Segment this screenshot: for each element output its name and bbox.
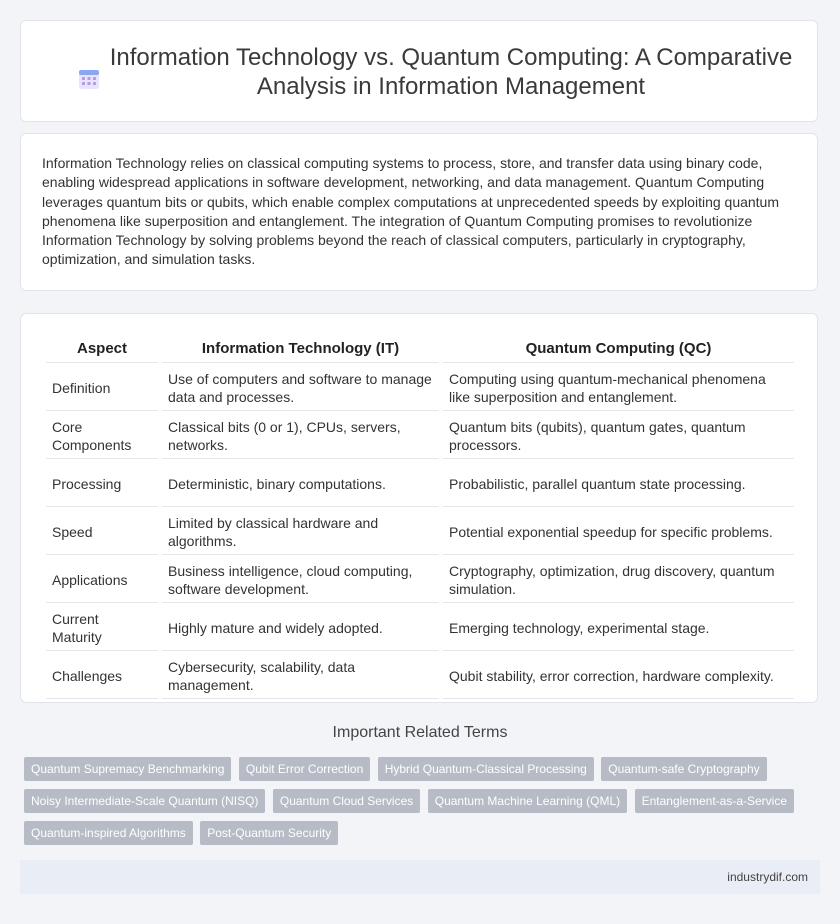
table-cell: Highly mature and widely adopted.	[162, 605, 439, 651]
table-cell: Use of computers and software to manage data and processes.	[162, 365, 439, 411]
table-cell: Definition	[46, 365, 158, 411]
related-term-tag[interactable]: Quantum-inspired Algorithms	[24, 821, 193, 845]
related-term-tag[interactable]: Quantum Machine Learning (QML)	[428, 789, 627, 813]
table-cell: Processing	[46, 461, 158, 507]
comparison-table	[42, 334, 798, 701]
related-terms-heading: Important Related Terms	[332, 724, 508, 741]
page-title: Information Technology vs. Quantum Computing: A Comparative Analysis in Information Management	[109, 44, 793, 100]
title-card	[20, 20, 818, 122]
table-cell: Deterministic, binary computations.	[162, 461, 439, 507]
table-cell: Current Maturity	[46, 605, 158, 651]
table-row	[46, 413, 794, 459]
table-cell: Applications	[46, 557, 158, 603]
comparison-card	[20, 313, 818, 703]
table-cell: Emerging technology, experimental stage.	[443, 605, 794, 651]
table-row	[46, 605, 794, 651]
table-header-row	[46, 336, 794, 363]
related-term-tag[interactable]: Quantum Cloud Services	[273, 789, 420, 813]
related-term-tag[interactable]: Hybrid Quantum-Classical Processing	[378, 757, 594, 781]
header-aspect: Aspect	[46, 336, 158, 363]
table-row	[46, 653, 794, 699]
table-cell: Cryptography, optimization, drug discovery, quantum simulation.	[443, 557, 794, 603]
header-qc: Quantum Computing (QC)	[443, 336, 794, 363]
table-cell: Cybersecurity, scalability, data management.	[162, 653, 439, 699]
related-terms-list	[24, 757, 814, 853]
table-cell: Challenges	[46, 653, 158, 699]
footer	[20, 860, 820, 894]
intro-card	[20, 133, 818, 291]
table-cell: Limited by classical hardware and algorithms.	[162, 509, 439, 555]
table-cell: Probabilistic, parallel quantum state processing.	[443, 461, 794, 507]
table-row	[46, 509, 794, 555]
table-row	[46, 461, 794, 507]
table-cell: Classical bits (0 or 1), CPUs, servers, networks.	[162, 413, 439, 459]
table-cell: Qubit stability, error correction, hardware complexity.	[443, 653, 794, 699]
intro-paragraph: Information Technology relies on classical computing systems to process, store, and transfer data using binary code, enabling widespread applications in software development, networking, and data management. Quantum Computing leverages quantum bits or qubits, which enable complex computations at unprecedented speeds by exploiting quantum phenomena like superposition and entanglement. The integration of Quantum Computing promises to revolutionize Information Technology by solving problems beyond the reach of classical computers, particularly in cryptography, optimization, and simulation tasks.	[42, 155, 780, 268]
table-cell: Potential exponential speedup for specific problems.	[443, 509, 794, 555]
related-term-tag[interactable]: Qubit Error Correction	[239, 757, 370, 781]
table-cell: Core Components	[46, 413, 158, 459]
related-term-tag[interactable]: Entanglement-as-a-Service	[635, 789, 794, 813]
table-cell: Quantum bits (qubits), quantum gates, quantum processors.	[443, 413, 794, 459]
calendar-grid-icon	[77, 67, 101, 91]
table-cell: Speed	[46, 509, 158, 555]
footer-site-link[interactable]: industrydif.com	[727, 870, 808, 884]
table-cell: Computing using quantum-mechanical phenomena like superposition and entanglement.	[443, 365, 794, 411]
related-term-tag[interactable]: Noisy Intermediate-Scale Quantum (NISQ)	[24, 789, 265, 813]
header-it: Information Technology (IT)	[162, 336, 439, 363]
table-cell: Business intelligence, cloud computing, software development.	[162, 557, 439, 603]
table-row	[46, 557, 794, 603]
related-term-tag[interactable]: Quantum-safe Cryptography	[601, 757, 766, 781]
related-term-tag[interactable]: Post-Quantum Security	[200, 821, 338, 845]
table-row	[46, 365, 794, 411]
related-term-tag[interactable]: Quantum Supremacy Benchmarking	[24, 757, 231, 781]
